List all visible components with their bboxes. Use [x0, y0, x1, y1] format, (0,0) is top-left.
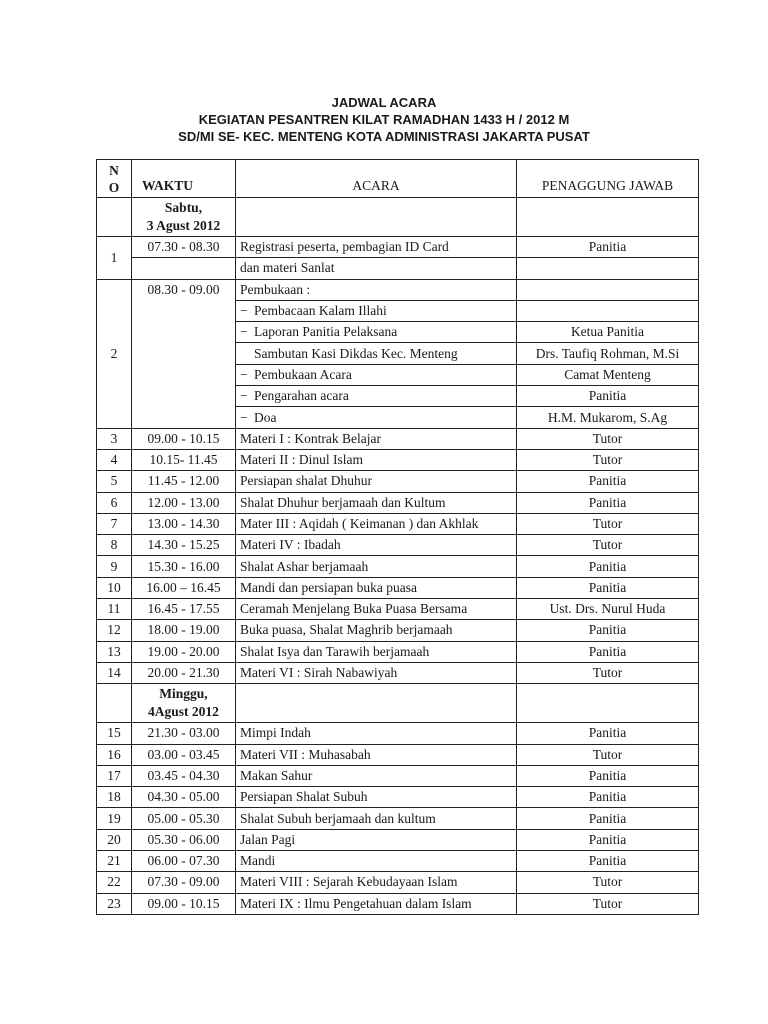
row-acara: Materi IX : Ilmu Pengetahuan dalam Islam [236, 893, 517, 914]
row-acara: Materi VII : Muhasabah [236, 744, 517, 765]
row-pj: Tutor [517, 744, 699, 765]
row-no: 19 [97, 808, 132, 829]
row-acara: Mandi dan persiapan buka puasa [236, 577, 517, 598]
row-no: 17 [97, 765, 132, 786]
row-acara: dan materi Sanlat [236, 258, 517, 279]
row-no: 14 [97, 662, 132, 683]
row-acara [236, 386, 517, 407]
day-pj-cell [517, 684, 699, 723]
row-acara: Mandi [236, 851, 517, 872]
row-pj: Panitia [517, 787, 699, 808]
day-name: Sabtu, [164, 200, 203, 215]
table-row [97, 765, 699, 786]
row-no: 6 [97, 492, 132, 513]
table-row [97, 620, 699, 641]
row-pj: Panitia [517, 641, 699, 662]
dash-bullet: − [240, 388, 248, 404]
row-acara-text: Pengarahan acara [254, 388, 349, 404]
row-pj: Panitia [517, 471, 699, 492]
header-acara: ACARA [236, 160, 517, 198]
row-time: 15.30 - 16.00 [132, 556, 236, 577]
table-row [97, 535, 699, 556]
row-time: 09.00 - 10.15 [132, 428, 236, 449]
table-row [97, 449, 699, 470]
row-pj: Ketua Panitia [517, 322, 699, 343]
row-acara: Mater III : Aqidah ( Keimanan ) dan Akhlak [236, 513, 517, 534]
row-acara-text: Laporan Panitia Pelaksana [254, 324, 398, 340]
row-pj [517, 279, 699, 300]
dash-bullet: − [240, 303, 248, 319]
row-time: 07.30 - 09.00 [132, 872, 236, 893]
table-row [97, 744, 699, 765]
table-row [97, 872, 699, 893]
row-no: 13 [97, 641, 132, 662]
row-no: 5 [97, 471, 132, 492]
row-no: 3 [97, 428, 132, 449]
row-pj: Panitia [517, 386, 699, 407]
row-no: 10 [97, 577, 132, 598]
day-pj-cell [517, 198, 699, 237]
row-pj: Panitia [517, 808, 699, 829]
row-no: 2 [97, 279, 132, 428]
table-row [97, 641, 699, 662]
day-name: Minggu, [159, 686, 208, 702]
row-acara: Persiapan Shalat Subuh [236, 787, 517, 808]
row-acara [236, 343, 517, 364]
table-row [97, 279, 699, 300]
row-no: 12 [97, 620, 132, 641]
day-acara-cell [236, 198, 517, 237]
row-acara: Jalan Pagi [236, 829, 517, 850]
row-no: 4 [97, 449, 132, 470]
row-acara-text: Doa [254, 409, 277, 425]
row-no: 21 [97, 851, 132, 872]
table-row [97, 471, 699, 492]
table-row [97, 428, 699, 449]
row-pj: Tutor [517, 449, 699, 470]
table-row [97, 808, 699, 829]
table-row [97, 829, 699, 850]
day-date: 4Agust 2012 [148, 704, 219, 720]
day-no-cell [97, 198, 132, 237]
row-time: 21.30 - 03.00 [132, 723, 236, 744]
row-pj: Drs. Taufiq Rohman, M.Si [517, 343, 699, 364]
table-row [97, 258, 699, 279]
row-time: 18.00 - 19.00 [132, 620, 236, 641]
table-row [97, 577, 699, 598]
row-pj: Panitia [517, 492, 699, 513]
row-pj: Tutor [517, 662, 699, 683]
row-time: 05.30 - 06.00 [132, 829, 236, 850]
header-penanggung-jawab: PENAGGUNG JAWAB [517, 160, 699, 198]
day-date: 3 Agust 2012 [146, 218, 221, 233]
row-acara [236, 364, 517, 385]
row-time: 19.00 - 20.00 [132, 641, 236, 662]
row-time: 16.00 – 16.45 [132, 577, 236, 598]
row-time [132, 258, 236, 279]
row-acara-text: Sambutan Kasi Dikdas Kec. Menteng [254, 345, 458, 361]
row-pj: Panitia [517, 851, 699, 872]
header-no-o: O [108, 180, 120, 195]
row-time: 03.45 - 04.30 [132, 765, 236, 786]
row-acara: Materi VIII : Sejarah Kebudayaan Islam [236, 872, 517, 893]
row-acara: Shalat Isya dan Tarawih berjamaah [236, 641, 517, 662]
row-no: 1 [97, 237, 132, 280]
row-acara: Materi I : Kontrak Belajar [236, 428, 517, 449]
row-pj: Tutor [517, 513, 699, 534]
table-row [97, 513, 699, 534]
row-no: 20 [97, 829, 132, 850]
row-acara [236, 300, 517, 321]
row-acara: Materi VI : Sirah Nabawiyah [236, 662, 517, 683]
row-pj [517, 258, 699, 279]
dash-bullet: − [240, 324, 248, 340]
schedule-table [96, 159, 699, 915]
row-time: 09.00 - 10.15 [132, 893, 236, 914]
row-pj: Tutor [517, 872, 699, 893]
row-time: 16.45 - 17.55 [132, 599, 236, 620]
row-acara: Mimpi Indah [236, 723, 517, 744]
row-acara: Materi II : Dinul Islam [236, 449, 517, 470]
row-no: 7 [97, 513, 132, 534]
dash-bullet: − [240, 366, 248, 382]
row-time: 13.00 - 14.30 [132, 513, 236, 534]
row-pj: Panitia [517, 577, 699, 598]
row-no: 9 [97, 556, 132, 577]
table-row [97, 787, 699, 808]
row-no: 16 [97, 744, 132, 765]
row-pj: Tutor [517, 428, 699, 449]
row-acara [236, 407, 517, 428]
row-pj [517, 300, 699, 321]
row-time: 10.15- 11.45 [132, 449, 236, 470]
table-row [97, 599, 699, 620]
day-row-sunday [97, 684, 699, 723]
row-no: 22 [97, 872, 132, 893]
header-waktu: WAKTU [132, 160, 236, 198]
doc-subtitle: KEGIATAN PESANTREN KILAT RAMADHAN 1433 H / 2012 M [198, 112, 570, 127]
row-acara [236, 322, 517, 343]
dash-bullet: − [240, 409, 248, 425]
row-acara: Makan Sahur [236, 765, 517, 786]
row-acara-text: Pembacaan Kalam Illahi [254, 303, 387, 319]
row-pj: Panitia [517, 556, 699, 577]
row-acara: Pembukaan : [236, 279, 517, 300]
row-time: 08.30 - 09.00 [132, 279, 236, 428]
table-row [97, 723, 699, 744]
row-time: 04.30 - 05.00 [132, 787, 236, 808]
table-row [97, 662, 699, 683]
row-pj: H.M. Mukarom, S.Ag [517, 407, 699, 428]
row-pj: Panitia [517, 765, 699, 786]
row-pj: Tutor [517, 893, 699, 914]
row-no: 18 [97, 787, 132, 808]
row-pj: Tutor [517, 535, 699, 556]
row-pj: Panitia [517, 620, 699, 641]
header-no [97, 160, 132, 198]
row-acara: Materi IV : Ibadah [236, 535, 517, 556]
day-cell [132, 684, 236, 723]
doc-subtitle-location: SD/MI SE- KEC. MENTENG KOTA ADMINISTRASI JAKARTA PUSAT [178, 129, 590, 144]
row-pj: Panitia [517, 723, 699, 744]
row-pj: Panitia [517, 829, 699, 850]
doc-title: JADWAL ACARA [331, 95, 437, 110]
row-acara: Persiapan shalat Dhuhur [236, 471, 517, 492]
row-acara: Registrasi peserta, pembagian ID Card [236, 237, 517, 258]
row-time: 11.45 - 12.00 [132, 471, 236, 492]
row-time: 14.30 - 15.25 [132, 535, 236, 556]
row-acara: Shalat Ashar berjamaah [236, 556, 517, 577]
day-acara-cell [236, 684, 517, 723]
row-pj: Panitia [517, 237, 699, 258]
row-acara: Buka puasa, Shalat Maghrib berjamaah [236, 620, 517, 641]
day-cell [132, 198, 236, 237]
row-time: 07.30 - 08.30 [132, 237, 236, 258]
row-time: 06.00 - 07.30 [132, 851, 236, 872]
table-row [97, 556, 699, 577]
row-no: 23 [97, 893, 132, 914]
table-header-row [97, 160, 699, 198]
row-time: 03.00 - 03.45 [132, 744, 236, 765]
row-no: 11 [97, 599, 132, 620]
row-acara: Shalat Subuh berjamaah dan kultum [236, 808, 517, 829]
table-row [97, 237, 699, 258]
table-row [97, 851, 699, 872]
row-pj: Ust. Drs. Nurul Huda [517, 599, 699, 620]
day-row-saturday [97, 198, 699, 237]
row-no: 8 [97, 535, 132, 556]
row-pj: Camat Menteng [517, 364, 699, 385]
row-acara-text: Pembukaan Acara [254, 366, 352, 382]
row-no: 15 [97, 723, 132, 744]
row-time: 12.00 - 13.00 [132, 492, 236, 513]
row-time: 05.00 - 05.30 [132, 808, 236, 829]
row-time: 20.00 - 21.30 [132, 662, 236, 683]
row-acara: Shalat Dhuhur berjamaah dan Kultum [236, 492, 517, 513]
row-acara: Ceramah Menjelang Buka Puasa Bersama [236, 599, 517, 620]
table-row [97, 893, 699, 914]
table-row [97, 492, 699, 513]
header-no-n: N [109, 163, 119, 178]
day-no-cell [97, 684, 132, 723]
